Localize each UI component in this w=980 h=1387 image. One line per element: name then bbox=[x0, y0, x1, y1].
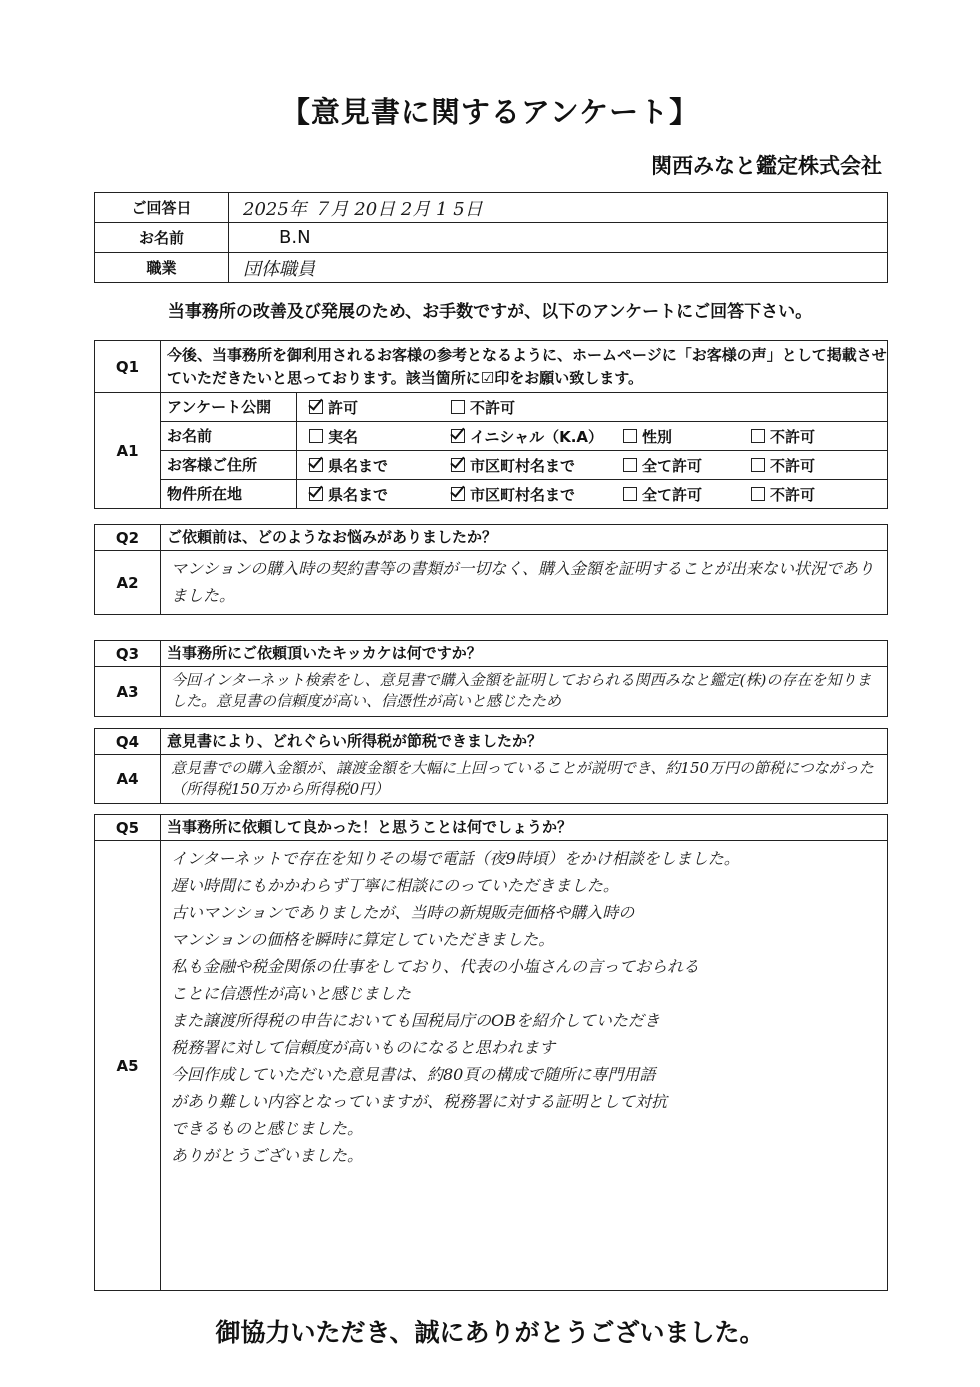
date-label: ご回答日 bbox=[95, 193, 229, 223]
checkbox-checked-icon[interactable] bbox=[451, 429, 465, 443]
a5-line: また譲渡所得税の申告においても国税局庁のOBを紹介していただき bbox=[171, 1011, 660, 1030]
a4-label: A4 bbox=[95, 755, 161, 804]
option-property-city[interactable] bbox=[439, 484, 611, 505]
respondent-info-table bbox=[94, 192, 888, 283]
q5-table bbox=[94, 814, 888, 1291]
option-name-gender[interactable] bbox=[611, 426, 739, 447]
q3-label: Q3 bbox=[95, 641, 161, 667]
option-label: 不許可 bbox=[770, 485, 816, 504]
a2-answer: マンションの購入時の契約書等の書類が一切なく、購入金額を証明することが出来ない状況でありました。 bbox=[161, 551, 888, 615]
a5-line: があり難しい内容となっていますが、税務署に対する証明として対抗 bbox=[171, 1092, 668, 1111]
q4-question: 意見書により、どれぐらい所得税が節税できましたか？ bbox=[161, 729, 888, 755]
a5-line: インターネットで存在を知りその場で電話（夜9時頃）をかけ相談をしました。 bbox=[171, 849, 740, 868]
checkbox-icon[interactable] bbox=[451, 400, 465, 414]
a2-label: A2 bbox=[95, 551, 161, 615]
option-publish-deny[interactable] bbox=[439, 397, 515, 418]
checkbox-checked-icon[interactable] bbox=[309, 487, 323, 501]
checkbox-checked-icon[interactable] bbox=[309, 400, 323, 414]
q4-table bbox=[94, 728, 888, 804]
option-property-all[interactable] bbox=[611, 484, 739, 505]
a5-line: ことに信憑性が高いと感じました bbox=[171, 984, 412, 1003]
a1-row-label: お名前 bbox=[161, 422, 297, 450]
option-address-deny[interactable] bbox=[739, 455, 815, 476]
q2-label: Q2 bbox=[95, 525, 161, 551]
q1-question: 今後、当事務所を御利用されるお客様の参考となるように、ホームページに「お客様の声」として掲載させていただきたいと思っております。該当箇所に☑印をお願い致します。 bbox=[161, 341, 888, 393]
option-property-deny[interactable] bbox=[739, 484, 815, 505]
a5-line: ありがとうございました。 bbox=[171, 1146, 364, 1165]
q3-question: 当事務所にご依頼頂いたキッカケは何ですか？ bbox=[161, 641, 888, 667]
option-label: 不許可 bbox=[770, 456, 816, 475]
a1-row-address bbox=[161, 450, 887, 479]
option-label: 全て許可 bbox=[642, 456, 703, 475]
option-label: 市区町村名まで bbox=[470, 485, 576, 504]
checkbox-checked-icon[interactable] bbox=[451, 487, 465, 501]
q1-label: Q1 bbox=[95, 341, 161, 393]
closing-message: 御協力いただき、誠にありがとうございました。 bbox=[215, 1318, 765, 1347]
a1-row-property bbox=[161, 479, 887, 508]
a1-row-publish bbox=[161, 393, 887, 421]
a1-label: A1 bbox=[95, 393, 161, 509]
option-label: 全て許可 bbox=[642, 485, 703, 504]
name-label: お名前 bbox=[95, 223, 229, 253]
q2-question: ご依頼前は、どのようなお悩みがありましたか？ bbox=[161, 525, 888, 551]
checkbox-icon[interactable] bbox=[309, 429, 323, 443]
checkbox-icon[interactable] bbox=[751, 458, 765, 472]
job-label: 職業 bbox=[95, 253, 229, 283]
company-name: 関西みなと鑑定株式会社 bbox=[651, 154, 882, 178]
a5-line: マンションの価格を瞬時に算定していただきました。 bbox=[171, 930, 555, 949]
checkbox-icon[interactable] bbox=[623, 458, 637, 472]
a1-row-label: 物件所在地 bbox=[161, 480, 297, 508]
checkbox-checked-icon[interactable] bbox=[451, 458, 465, 472]
name-value: B.N bbox=[229, 223, 888, 253]
date-value: 2025年 ７月 20日 2月 1 5日 bbox=[229, 193, 888, 223]
option-label: イニシャル（K.A） bbox=[470, 427, 604, 446]
a5-line: 私も金融や税金関係の仕事をしており、代表の小塩さんの言っておられる bbox=[171, 957, 700, 976]
option-name-initial[interactable] bbox=[439, 426, 611, 447]
a1-row-label: アンケート公開 bbox=[161, 393, 297, 421]
a5-line: 古いマンションでありましたが、当時の新規販売価格や購入時の bbox=[171, 903, 635, 922]
a5-answer bbox=[161, 841, 888, 1291]
option-label: 県名まで bbox=[328, 485, 389, 504]
option-publish-allow[interactable] bbox=[297, 397, 439, 418]
option-label: 県名まで bbox=[328, 456, 389, 475]
option-label: 不許可 bbox=[470, 398, 516, 417]
checkbox-icon[interactable] bbox=[751, 487, 765, 501]
a4-answer: 意見書での購入金額が、譲渡金額を大幅に上回っていることが説明でき、約150万円の節税につながった（所得税150万から所得税0円） bbox=[161, 755, 888, 804]
job-value: 団体職員 bbox=[229, 253, 888, 283]
a5-line: できるものと感じました。 bbox=[171, 1119, 364, 1138]
option-property-prefecture[interactable] bbox=[297, 484, 439, 505]
option-address-city[interactable] bbox=[439, 455, 611, 476]
option-name-real[interactable] bbox=[297, 426, 439, 447]
option-label: 許可 bbox=[328, 398, 359, 417]
page-title: 【意見書に関するアンケート】 bbox=[280, 95, 700, 129]
a1-row-label: お客様ご住所 bbox=[161, 451, 297, 479]
a5-line: 税務署に対して信頼度が高いものになると思われます bbox=[171, 1038, 556, 1057]
q5-label: Q5 bbox=[95, 815, 161, 841]
option-label: 市区町村名まで bbox=[470, 456, 576, 475]
q1-table bbox=[94, 340, 888, 509]
instruction-text: 当事務所の改善及び発展のため、お手数ですが、以下のアンケートにご回答下さい。 bbox=[167, 302, 813, 322]
a1-options-grid bbox=[161, 393, 887, 508]
a1-row-name bbox=[161, 421, 887, 450]
a5-line: 遅い時間にもかかわらず丁寧に相談にのっていただきました。 bbox=[171, 876, 619, 895]
q5-question: 当事務所に依頼して良かった！と思うことは何でしょうか？ bbox=[161, 815, 888, 841]
checkbox-icon[interactable] bbox=[623, 429, 637, 443]
q4-label: Q4 bbox=[95, 729, 161, 755]
option-name-deny[interactable] bbox=[739, 426, 815, 447]
a5-line: 今回作成していただいた意見書は、約80頁の構成で随所に専門用語 bbox=[171, 1065, 656, 1084]
option-address-all[interactable] bbox=[611, 455, 739, 476]
q2-table bbox=[94, 524, 888, 615]
option-label: 不許可 bbox=[770, 427, 816, 446]
option-label: 性別 bbox=[642, 427, 673, 446]
a3-answer: 今回インターネット検索をし、意見書で購入金額を証明しておられる関西みなと鑑定(株)の存在を知りました。意見書の信頼度が高い、信憑性が高いと感じたため bbox=[161, 667, 888, 717]
a5-label: A5 bbox=[95, 841, 161, 1291]
q3-table bbox=[94, 640, 888, 717]
option-label: 実名 bbox=[328, 427, 359, 446]
option-address-prefecture[interactable] bbox=[297, 455, 439, 476]
checkbox-icon[interactable] bbox=[623, 487, 637, 501]
checkbox-checked-icon[interactable] bbox=[309, 458, 323, 472]
a3-label: A3 bbox=[95, 667, 161, 717]
checkbox-icon[interactable] bbox=[751, 429, 765, 443]
